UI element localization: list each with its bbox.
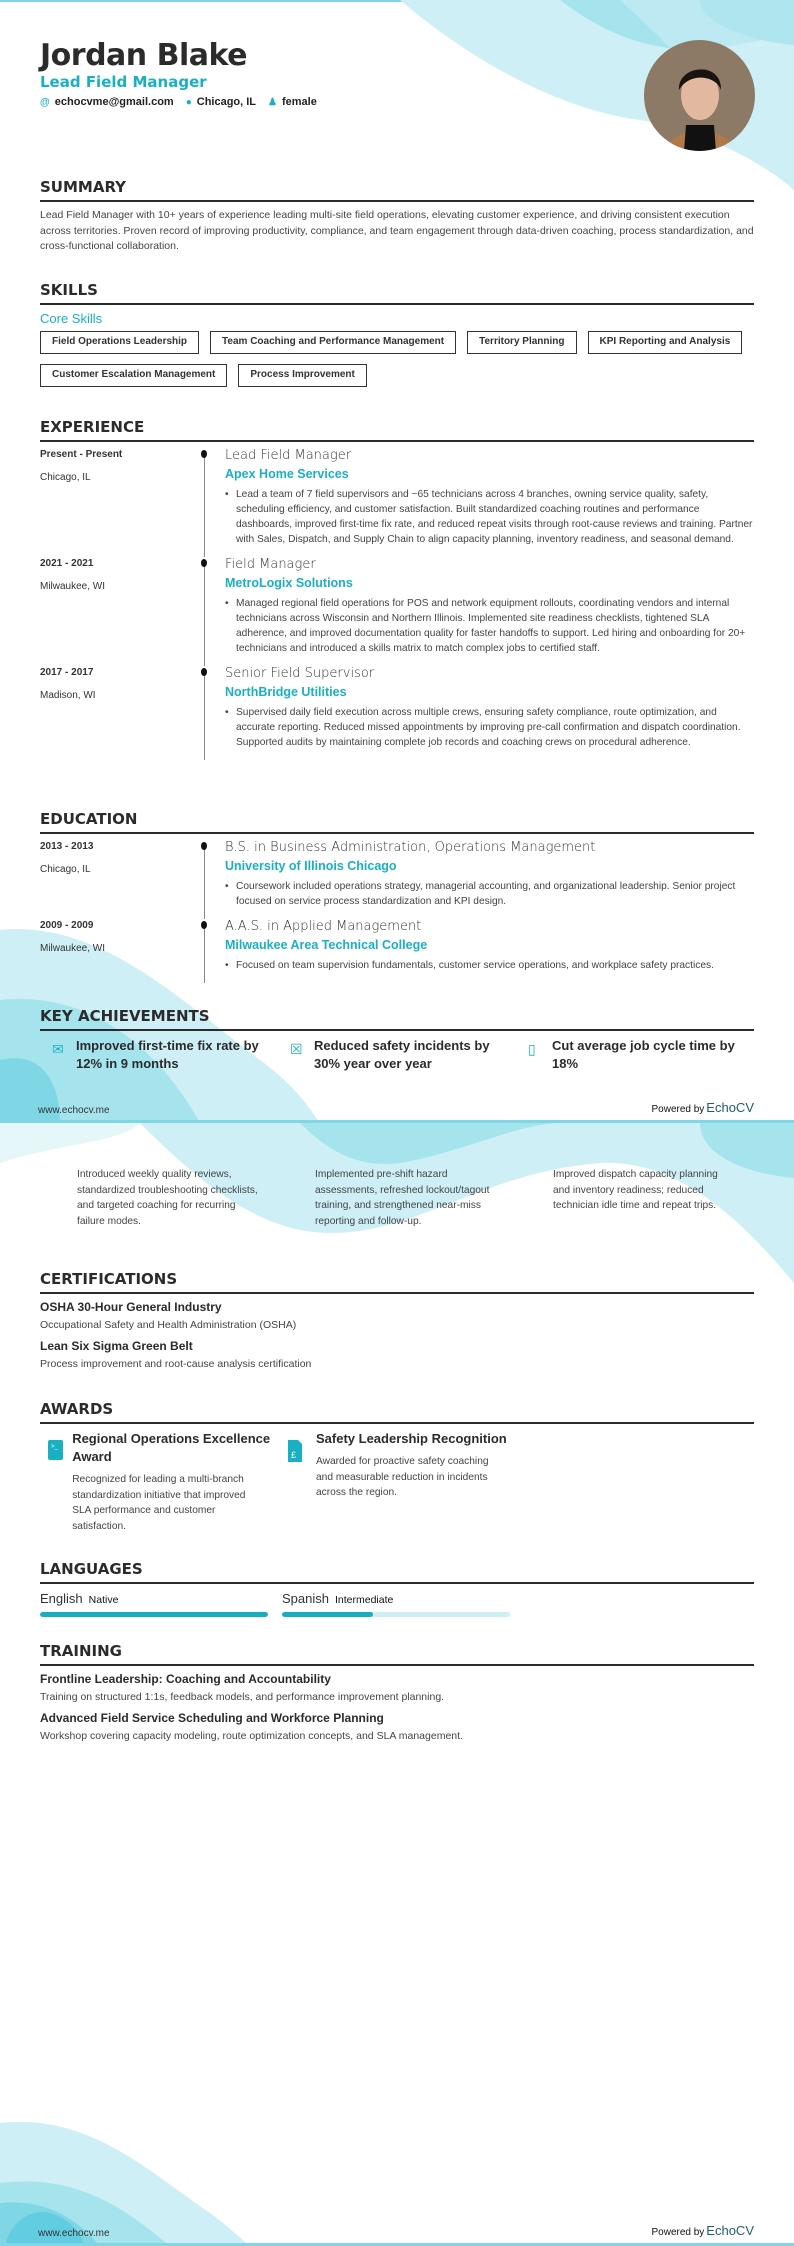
award-title: Regional Operations Excellence Award <box>72 1431 271 1464</box>
contact-info <box>40 96 317 108</box>
certification-desc: Process improvement and root-cause analysis certification <box>40 1358 312 1370</box>
achievements-section <box>40 1007 754 1073</box>
summary-section <box>40 178 754 255</box>
file-pound-icon <box>280 1430 316 1534</box>
entry-bullet: • Coursework included operations strategy, managerial accounting, and organizational leadership. Senior project focused on service process standardization and KPI design. <box>225 879 754 909</box>
summary-text: Lead Field Manager with 10+ years of experience leading multi-site field operations, elevating customer experience, and driving consistent execution across territories. Proven record of improving productivity, compliance, and team engagement through data-driven coaching, process standardization, and cross-functional collaboration. <box>40 209 754 252</box>
training-section <box>40 1642 754 1742</box>
training-desc: Training on structured 1:1s, feedback models, and performance improvement planning. <box>40 1691 445 1703</box>
certification-name: Lean Six Sigma Green Belt <box>40 1339 193 1353</box>
section-heading: SUMMARY <box>40 178 754 202</box>
language-level: Native <box>88 1594 119 1606</box>
award-title: Safety Leadership Recognition <box>316 1431 507 1446</box>
achievement-descriptions <box>40 1167 754 1229</box>
section-heading: KEY ACHIEVEMENTS <box>40 1007 754 1031</box>
entry-location: Madison, WI <box>40 690 96 701</box>
languages-section <box>40 1560 754 1617</box>
company-name: NorthBridge Utilities <box>225 685 347 699</box>
certification-desc: Occupational Safety and Health Administration (OSHA) <box>40 1319 297 1331</box>
language-name: English <box>40 1591 83 1606</box>
candidate-name: Jordan Blake <box>40 38 247 73</box>
achievement-title: Cut average job cycle time by 18% <box>552 1038 735 1071</box>
entry-location: Milwaukee, WI <box>40 581 106 592</box>
achievement-title: Reduced safety incidents by 30% year over year <box>314 1038 490 1071</box>
training-desc: Workshop covering capacity modeling, route optimization concepts, and SLA management. <box>40 1730 463 1742</box>
powered-by <box>651 2223 754 2238</box>
entry-dates: Present - Present <box>40 449 123 460</box>
entry-location: Chicago, IL <box>40 472 91 483</box>
training-name: Frontline Leadership: Coaching and Accountability <box>40 1672 331 1686</box>
language-bar-fill <box>282 1612 373 1617</box>
powered-by-label: Powered by <box>651 1104 705 1115</box>
awards-section <box>40 1400 754 1534</box>
section-heading: SKILLS <box>40 281 754 305</box>
at-icon: @ <box>40 97 50 108</box>
entry-dates: 2013 - 2013 <box>40 841 94 852</box>
section-heading: EXPERIENCE <box>40 418 754 442</box>
education-entry <box>40 919 754 983</box>
section-heading: CERTIFICATIONS <box>40 1270 754 1294</box>
skill-chip: Field Operations Leadership <box>40 331 199 354</box>
email[interactable]: echocvme@gmail.com <box>54 96 174 108</box>
entry-bullet: • Lead a team of 7 field supervisors and ~65 technicians across 4 branches, owning service quality, safety, scheduling efficiency, and customer satisfaction. Built standardized coaching routines and performance dashboards, improved first-time fix rate, and reduced repeat visits through root-cause reviews and training. Partner with Sales, Dispatch, and Supply Chain to align capacity planning, inventory readiness, and seasonal demand. <box>225 487 754 547</box>
bin-x-icon: ☒ <box>290 1041 303 1057</box>
degree: B.S. in Business Administration, Operations Management <box>225 840 596 855</box>
certification-name: OSHA 30-Hour General Industry <box>40 1300 222 1314</box>
section-heading: EDUCATION <box>40 810 754 834</box>
entry-location: Milwaukee, WI <box>40 943 106 954</box>
language-item <box>40 1590 268 1617</box>
skill-chip: Territory Planning <box>467 331 576 354</box>
envelope-open-icon: ✉ <box>52 1041 64 1057</box>
experience-entry <box>40 448 754 557</box>
achievement-desc: Introduced weekly quality reviews, standardized troubleshooting checklists, and targeted coaching for recurring failure modes. <box>77 1169 258 1227</box>
entry-location: Chicago, IL <box>40 864 91 875</box>
experience-section <box>40 418 754 760</box>
powered-by-label: Powered by <box>651 2227 705 2238</box>
education-entry <box>40 840 754 919</box>
language-level: Intermediate <box>334 1594 394 1606</box>
entry-dates: 2017 - 2017 <box>40 667 94 678</box>
language-name: Spanish <box>282 1591 329 1606</box>
entry-bullet: • Supervised daily field execution across multiple crews, ensuring safety compliance, route optimization, and accurate reporting. Reduced missed appointments by improving pre-call confirmation and dispatch coordination. Supported audits by maintaining complete job records and coaching crews on procedural adherence. <box>225 705 754 750</box>
entry-bullet: • Managed regional field operations for POS and network equipment rollouts, coordinating vendors and internal technicians across Wisconsin and Northern Illinois. Implemented site readiness checklists, tightened SLA adherence, and improved documentation quality for faster handoffs to support. Led hiring and onboarding for 20+ technicians and introduced a skills matrix to match complex jobs to certified staff. <box>225 596 754 656</box>
education-section <box>40 810 754 983</box>
section-heading: LANGUAGES <box>40 1560 754 1584</box>
company-name: MetroLogix Solutions <box>225 576 353 590</box>
entry-bullet: • Focused on team supervision fundamentals, customer service operations, and workplace safety practices. <box>225 958 754 973</box>
section-heading: TRAINING <box>40 1642 754 1666</box>
language-bar-fill <box>40 1612 268 1617</box>
resume-page-2 <box>0 1123 794 2246</box>
skill-chip: Process Improvement <box>238 364 367 387</box>
skills-section <box>40 281 754 387</box>
job-title: Field Manager <box>225 557 316 572</box>
training-name: Advanced Field Service Scheduling and Workforce Planning <box>40 1711 384 1725</box>
school-name: Milwaukee Area Technical College <box>225 938 428 952</box>
brand-logo[interactable]: EchoCV <box>706 1100 754 1115</box>
language-bar <box>40 1612 268 1617</box>
job-title: Lead Field Manager <box>225 448 352 463</box>
terminal-icon <box>40 1430 72 1534</box>
degree: A.A.S. in Applied Management <box>225 919 422 934</box>
job-title: Senior Field Supervisor <box>225 666 375 681</box>
entry-dates: 2021 - 2021 <box>40 558 94 569</box>
skill-chip: Customer Escalation Management <box>40 364 227 387</box>
skill-chip: KPI Reporting and Analysis <box>588 331 743 354</box>
achievement-desc: Improved dispatch capacity planning and inventory readiness; reduced technician idle time and repeat trips. <box>553 1169 718 1211</box>
powered-by <box>651 1100 754 1115</box>
award-desc: Awarded for proactive safety coaching and measurable reduction in incidents across the region. <box>316 1456 489 1498</box>
school-name: University of Illinois Chicago <box>225 859 397 873</box>
svg-text:>_: >_ <box>51 1444 58 1450</box>
experience-entry <box>40 666 754 760</box>
svg-text:£: £ <box>291 1450 297 1460</box>
profile-photo <box>644 40 755 151</box>
language-bar <box>282 1612 510 1617</box>
language-item <box>282 1590 510 1617</box>
achievement-desc: Implemented pre-shift hazard assessments, refreshed lockout/tagout training, and strengthened near-miss reporting and follow-up. <box>315 1169 490 1227</box>
company-name: Apex Home Services <box>225 467 349 481</box>
experience-entry <box>40 557 754 666</box>
entry-dates: 2009 - 2009 <box>40 920 94 931</box>
achievement-title: Improved first-time fix rate by 12% in 9 months <box>76 1038 259 1071</box>
person-icon: ♟ <box>268 97 277 108</box>
location-pin-icon: ● <box>185 97 192 108</box>
footer-site-link[interactable]: www.echocv.me <box>38 1105 110 1116</box>
award-desc: Recognized for leading a multi-branch standardization initiative that improved SLA performance and customer satisfaction. <box>72 1474 246 1532</box>
skill-group-label: Core Skills <box>40 311 103 326</box>
brand-logo[interactable]: EchoCV <box>706 2223 754 2238</box>
footer-site-link[interactable]: www.echocv.me <box>38 2228 110 2239</box>
mobile-icon: ▯ <box>528 1041 536 1057</box>
certifications-section <box>40 1270 754 1370</box>
skill-chip: Team Coaching and Performance Management <box>210 331 456 354</box>
gender: female <box>282 96 317 108</box>
candidate-title: Lead Field Manager <box>40 73 207 91</box>
section-heading: AWARDS <box>40 1400 754 1424</box>
location: Chicago, IL <box>196 96 257 108</box>
